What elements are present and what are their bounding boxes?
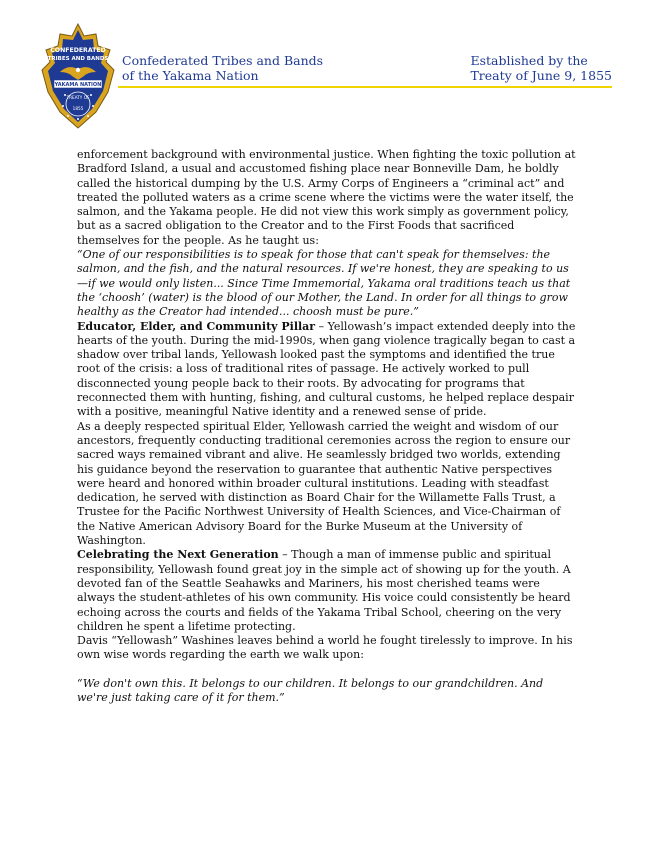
quote-closing: “We don't own this. It belongs to our children. It belongs to our grandchildren. And we're just taking care of it for them.” bbox=[77, 676, 544, 704]
svg-text:YAKAMA NATION: YAKAMA NATION bbox=[54, 82, 102, 88]
establishment-note-line2: Treaty of June 9, 1855 bbox=[470, 68, 612, 83]
header-divider bbox=[118, 86, 612, 88]
svg-text:TREATY OF: TREATY OF bbox=[66, 95, 90, 100]
svg-text:CONFEDERATED: CONFEDERATED bbox=[50, 47, 106, 54]
organization-name-line2: of the Yakama Nation bbox=[122, 68, 259, 83]
paragraph-educator-text: – Yellowash’s impact extended deeply into the hearts of the youth. During the mid-1990s, when gang violence tragically began to cast a shadow over tribal lands, Yellowash looked past the symptoms and identified the true root of the crisis: a loss of traditional rites of passage. He actively worked to pull disconnected young people back to their roots. By advocating for programs that reconnected them with hunting, fishing, and cultural customs, he helped replace despair with a positive, meaningful Native identity and a renewed sense of pride. bbox=[77, 319, 576, 419]
letterhead bbox=[0, 0, 650, 111]
organization-name bbox=[122, 53, 323, 83]
paragraph-spiritual-elder: As a deeply respected spiritual Elder, Yellowash carried the weight and wisdom of our ancestors, frequently conducting traditional ceremonies across the region to ensure our sacred ways remained vibrant and alive. He seamlessly bridged two worlds, extending his guidance beyond the reservation to guarantee that authentic Native perspectives were heard and honored within broader cultural institutions. Leading with steadfast dedication, he served with distinction as Board Chair for the Willamette Falls Trust, a Trustee for the Pacific Northwest University of Health Sciences, and Vice-Chairman of the Native American Advisory Board for the Burke Museum at the University of Washington. bbox=[77, 419, 571, 548]
spacer bbox=[77, 663, 577, 677]
svg-text:1855: 1855 bbox=[72, 106, 84, 111]
paragraph-legacy: Davis “Yellowash” Washines leaves behind a world he fought tirelessly to improve. In his own wise words regarding the earth we walk upon: bbox=[77, 634, 573, 662]
organization-name-line1: Confederated Tribes and Bands bbox=[122, 53, 324, 68]
heading-next-generation: Celebrating the Next Generation bbox=[77, 548, 279, 562]
heading-educator-elder: Educator, Elder, and Community Pillar bbox=[77, 319, 316, 333]
establishment-note-line1: Established by the bbox=[470, 53, 588, 68]
svg-text:TRIBES AND BANDS: TRIBES AND BANDS bbox=[47, 56, 109, 62]
letter-body bbox=[77, 148, 577, 705]
paragraph-next-generation bbox=[77, 548, 577, 634]
paragraph-educator bbox=[77, 320, 577, 420]
paragraph-next-generation-text: – Though a man of immense public and spiritual responsibility, Yellowash found great joy in the simple act of showing up for the youth. A devoted fan of the Seattle Seahawks and Mariners, his most cherished teams were always the student-athletes of his own community. His voice could consistently be heard echoing across the courts and fields of the Yakama Tribal School, cheering on the very children he spent a lifetime protecting. bbox=[77, 548, 571, 633]
establishment-note bbox=[470, 53, 612, 83]
quote-choosh: “One of our responsibilities is to speak for those that can't speak for themselves: the salmon, and the fish, and the natural resources. If we're honest, they are speaking to us—if we would only listen... Since Time Immemorial, Yakama oral traditions teach us that the ‘choosh’ (water) is the blood of our Mother, the Land. In order for all things to grow healthy as the Creator had intended... choosh must be pure.” bbox=[77, 248, 571, 319]
yakama-nation-seal-logo bbox=[38, 22, 118, 130]
paragraph-environmental-justice: enforcement background with environmental justice. When fighting the toxic pollution at Bradford Island, a usual and accustomed fishing place near Bonneville Dam, he boldly called the historical dumping by the U.S. Army Corps of Engineers a “criminal act” and treated the polluted waters as a crime scene where the victims were the water itself, the salmon, and the Yakama people. He did not view this work simply as government policy, but as a sacred obligation to the Creator and to the First Foods that sacrificed themselves for the people. As he taught us: bbox=[77, 148, 576, 247]
